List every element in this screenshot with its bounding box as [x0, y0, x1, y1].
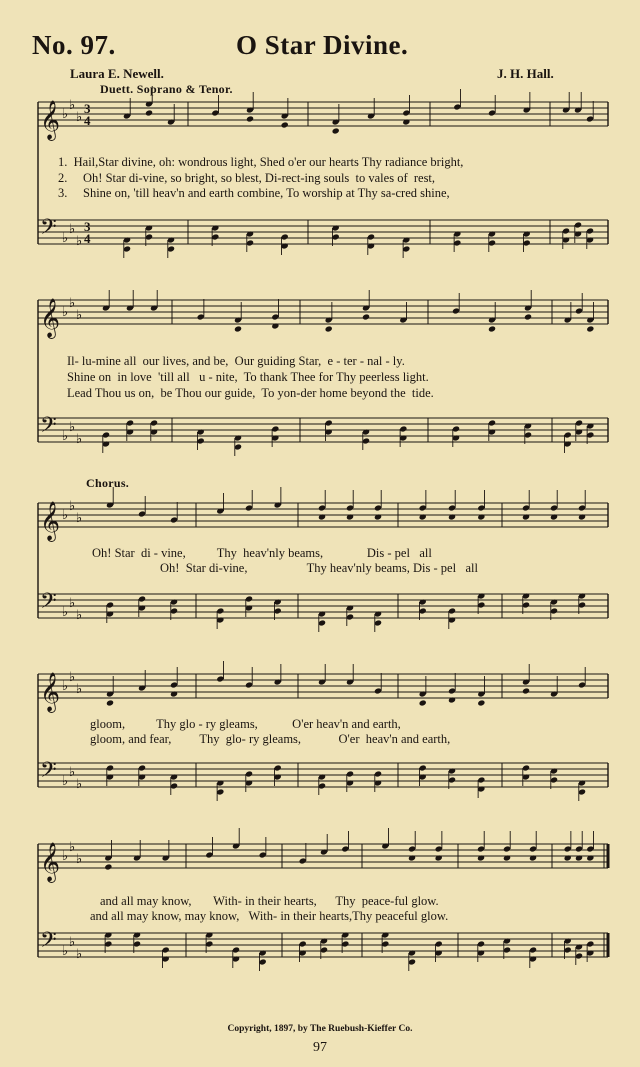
- notehead: [586, 325, 594, 332]
- bass-clef: 𝄢: [40, 928, 57, 958]
- system5-lower-lyric: and all may know, may know, With- in their hearts,Thy peaceful glow.: [90, 909, 449, 923]
- flat-sign: ♭: [62, 305, 69, 320]
- flat-sign: ♭: [69, 296, 76, 311]
- notehead: [362, 313, 370, 320]
- notehead: [325, 325, 333, 332]
- flat-sign: ♭: [76, 682, 83, 697]
- flat-sign: ♭: [62, 231, 69, 246]
- treble-clef: 𝄞: [40, 501, 61, 541]
- notehead: [524, 313, 532, 320]
- flat-sign: ♭: [69, 670, 76, 685]
- system2-verse1: Il- lu-mine all our lives, and be, Our guiding Star, e - ter - nal - ly.: [67, 354, 405, 368]
- treble-clef: 𝄞: [40, 100, 61, 140]
- flat-sign: ♭: [62, 605, 69, 620]
- flat-sign: ♭: [69, 98, 76, 113]
- bass-clef: 𝄢: [40, 215, 57, 245]
- lyricist-credit: Laura E. Newell.: [70, 66, 164, 81]
- flat-sign: ♭: [69, 222, 76, 237]
- flat-sign: ♭: [76, 432, 83, 447]
- flat-sign: ♭: [62, 774, 69, 789]
- hymn-number: No. 97.: [32, 30, 116, 60]
- flat-sign: ♭: [69, 935, 76, 950]
- flat-sign: ♭: [69, 499, 76, 514]
- treble-clef: 𝄞: [40, 842, 61, 882]
- notehead: [522, 687, 530, 694]
- system1-verse2: 2. Oh! Star di-vine, so bright, so blest, Di-rect-ing souls to vales of rest,: [58, 171, 436, 185]
- system2-verse3: Lead Thou us on, be Thou our guide, To yon-der home beyond the tide.: [67, 386, 434, 400]
- bass-clef: 𝄢: [40, 758, 57, 788]
- notehead: [246, 115, 254, 122]
- flat-sign: ♭: [76, 511, 83, 526]
- system4-upper-lyric: gloom, Thy glo - ry gleams, O'er heav'n and earth,: [90, 717, 401, 731]
- flat-sign: ♭: [62, 107, 69, 122]
- flat-sign: ♭: [62, 508, 69, 523]
- time-signature-bottom: 4: [84, 113, 91, 128]
- notehead: [332, 127, 340, 134]
- flat-sign: ♭: [69, 420, 76, 435]
- bass-clef: 𝄢: [40, 589, 57, 619]
- flat-sign: ♭: [69, 840, 76, 855]
- notehead: [488, 325, 496, 332]
- system3-lower-lyric: Oh! Star di-vine, Thy heav'nly beams, Dis - pel all: [160, 561, 478, 575]
- notehead: [104, 863, 112, 870]
- duet-label: Duett. Soprano & Tenor.: [100, 82, 233, 96]
- flat-sign: ♭: [62, 429, 69, 444]
- treble-clef: 𝄞: [40, 298, 61, 338]
- flat-sign: ♭: [76, 852, 83, 867]
- flat-sign: ♭: [76, 110, 83, 125]
- treble-clef: 𝄞: [40, 672, 61, 712]
- flat-sign: ♭: [76, 234, 83, 249]
- flat-sign: ♭: [69, 765, 76, 780]
- flat-sign: ♭: [62, 849, 69, 864]
- flat-sign: ♭: [76, 947, 83, 962]
- system1-verse1: 1. Hail,Star divine, oh: wondrous light, Shed o'er our hearts Thy radiance bright,: [58, 155, 464, 169]
- time-signature-bottom: 4: [84, 231, 91, 246]
- flat-sign: ♭: [76, 777, 83, 792]
- notehead: [281, 121, 289, 128]
- hymn-title: O Star Divine.: [236, 30, 409, 60]
- bass-clef: 𝄢: [40, 413, 57, 443]
- system1-verse3: 3. Shine on, 'till heav'n and earth combine, To worship at Thy sa-cred shine,: [58, 186, 450, 200]
- system4-lower-lyric: gloom, and fear, Thy glo- ry gleams, O'er heav'n and earth,: [90, 732, 451, 746]
- copyright-notice: Copyright, 1897, by The Ruebush-Kieffer Co.: [227, 1024, 413, 1034]
- notehead: [106, 699, 114, 706]
- system5-upper-lyric: and all may know, With- in their hearts, Thy peace-ful glow.: [100, 894, 439, 908]
- flat-sign: ♭: [62, 679, 69, 694]
- system3-upper-lyric: Oh! Star di - vine, Thy heav'nly beams, Dis - pel all: [92, 546, 432, 560]
- notehead: [234, 325, 242, 332]
- time-signature-top: 3: [84, 219, 91, 234]
- flat-sign: ♭: [76, 608, 83, 623]
- notehead: [145, 109, 153, 116]
- chorus-label: Chorus.: [86, 476, 130, 490]
- composer-credit: J. H. Hall.: [497, 66, 554, 81]
- flat-sign: ♭: [62, 944, 69, 959]
- notehead: [477, 699, 485, 706]
- page-number: 97: [313, 1040, 327, 1055]
- time-signature-top: 3: [84, 101, 91, 116]
- system2-verse2: Shine on in love 'till all u - nite, To thank Thee for Thy peerless light.: [67, 370, 429, 384]
- flat-sign: ♭: [76, 308, 83, 323]
- flat-sign: ♭: [69, 596, 76, 611]
- notehead: [419, 699, 427, 706]
